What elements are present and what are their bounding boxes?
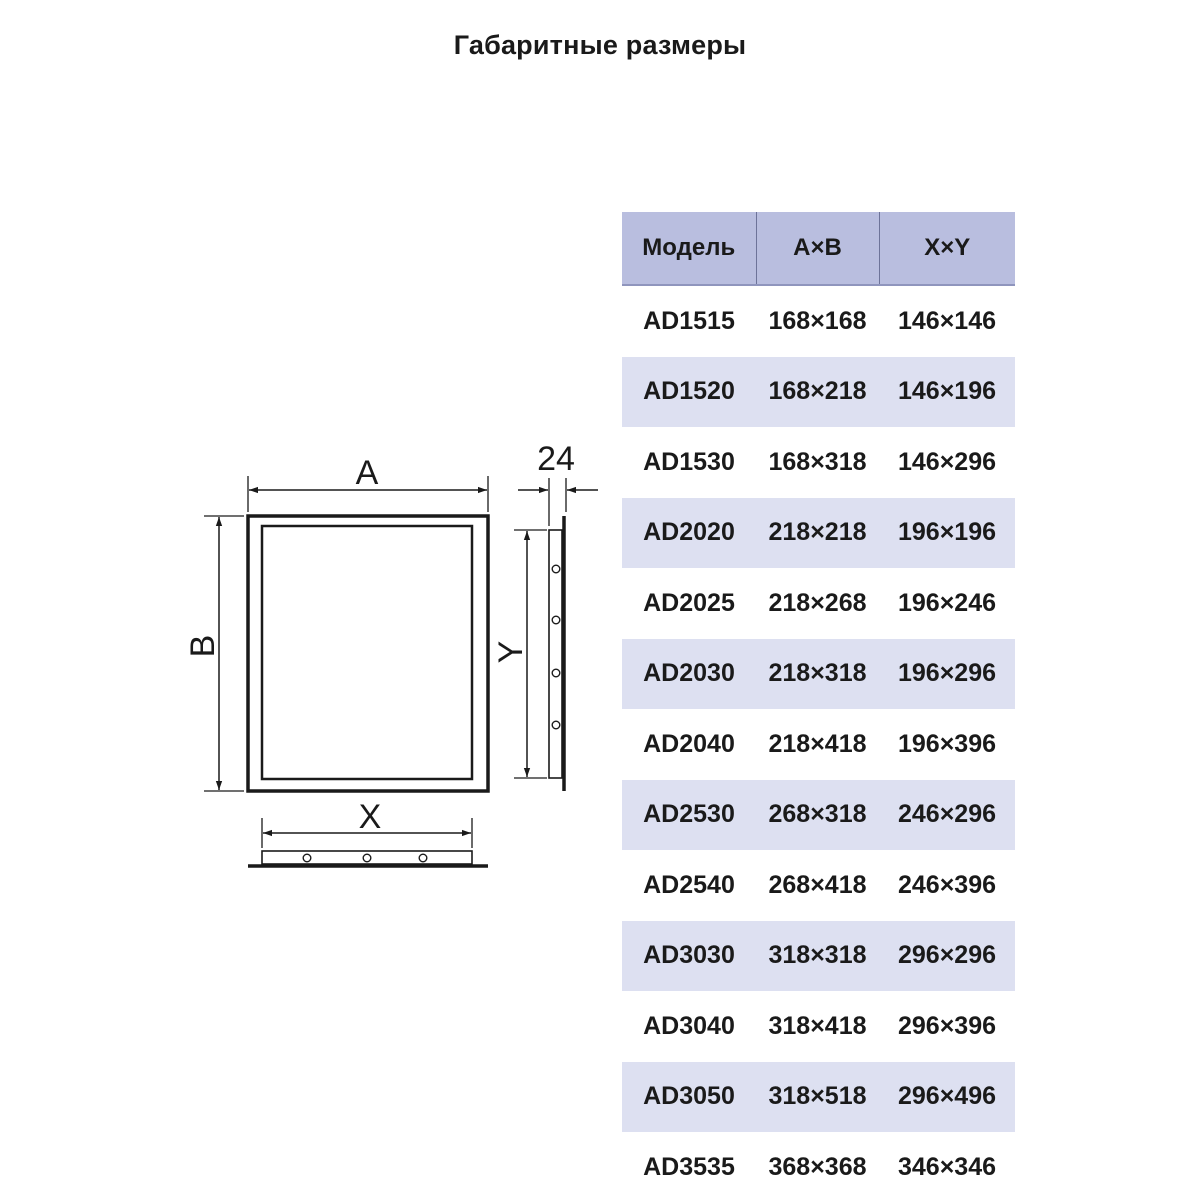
cell-model: AD1530 <box>643 447 735 476</box>
cell-model: AD2030 <box>622 639 756 710</box>
label-x: X <box>358 798 382 836</box>
cell-ab: 218×218 <box>756 498 879 569</box>
dimension-y <box>492 530 547 778</box>
cell-xy: 246×396 <box>897 870 997 899</box>
table-row <box>622 709 1015 780</box>
cell-xy: 346×346 <box>897 1152 997 1181</box>
cell-model: AD2540 <box>643 870 735 899</box>
cell-model: AD1520 <box>622 357 756 428</box>
table-row <box>622 639 1015 710</box>
cell-ab: 268×418 <box>768 870 867 899</box>
cell-model: AD2530 <box>622 780 756 851</box>
cell-model: AD2020 <box>622 498 756 569</box>
label-b: B <box>184 634 222 658</box>
cell-ab: 368×368 <box>768 1152 867 1181</box>
column-header-ab: A×B <box>756 212 879 285</box>
hinge-hole <box>363 854 371 862</box>
inner-door <box>262 526 472 779</box>
hinge-hole <box>552 616 560 624</box>
cell-xy: 296×396 <box>897 1011 997 1040</box>
cell-xy: 196×246 <box>897 588 997 617</box>
page-title: Габаритные размеры <box>453 30 747 60</box>
dimensions-table <box>622 212 1015 1200</box>
cell-ab: 168×318 <box>768 447 867 476</box>
cell-xy: 196×296 <box>879 639 1015 710</box>
hinge-hole <box>552 669 560 677</box>
cell-ab: 318×318 <box>756 921 879 992</box>
table-row <box>622 921 1015 992</box>
table-row <box>622 427 1015 498</box>
label-a: A <box>355 454 379 492</box>
cell-model: AD3030 <box>622 921 756 992</box>
dimension-a <box>248 454 488 512</box>
cell-model: AD1515 <box>643 306 735 335</box>
dimension-x <box>262 798 472 848</box>
hinge-hole <box>419 854 427 862</box>
cell-xy: 296×496 <box>879 1062 1015 1133</box>
cell-model: AD3050 <box>622 1062 756 1133</box>
cell-xy: 146×196 <box>879 357 1015 428</box>
table-row <box>622 568 1015 639</box>
cell-model: AD3040 <box>643 1011 735 1040</box>
cell-ab: 168×218 <box>756 357 879 428</box>
label-depth: 24 <box>537 440 575 478</box>
cell-xy: 196×196 <box>879 498 1015 569</box>
table-header-row <box>622 212 1015 285</box>
dimension-depth <box>518 440 598 526</box>
hinge-hole <box>552 721 560 729</box>
outer-frame <box>248 516 488 791</box>
cell-xy: 246×296 <box>879 780 1015 851</box>
hinge-hole <box>552 565 560 573</box>
cell-model: AD2025 <box>643 588 735 617</box>
table-row <box>622 285 1015 357</box>
cell-ab: 218×268 <box>768 588 867 617</box>
table-row <box>622 1062 1015 1133</box>
column-header-xy: X×Y <box>879 212 1015 285</box>
hinge-hole <box>303 854 311 862</box>
cell-model: AD3535 <box>643 1152 735 1181</box>
bottom-view <box>248 851 488 866</box>
side-view <box>549 516 564 791</box>
column-header-model: Модель <box>622 212 756 285</box>
cell-ab: 218×418 <box>768 729 867 758</box>
dimension-b <box>184 516 244 791</box>
table-row <box>622 780 1015 851</box>
table-row <box>622 991 1015 1062</box>
table-row <box>622 498 1015 569</box>
cell-ab: 168×168 <box>768 306 867 335</box>
cell-xy: 146×296 <box>897 447 997 476</box>
front-view <box>248 516 488 791</box>
cell-ab: 318×418 <box>768 1011 867 1040</box>
label-y: Y <box>492 640 530 664</box>
cell-xy: 146×146 <box>897 306 997 335</box>
cell-xy: 296×296 <box>879 921 1015 992</box>
cell-ab: 218×318 <box>756 639 879 710</box>
table-row <box>622 357 1015 428</box>
table-row <box>622 850 1015 921</box>
table-row <box>622 1132 1015 1200</box>
cell-ab: 268×318 <box>756 780 879 851</box>
cell-ab: 318×518 <box>756 1062 879 1133</box>
cell-model: AD2040 <box>643 729 735 758</box>
cell-xy: 196×396 <box>897 729 997 758</box>
